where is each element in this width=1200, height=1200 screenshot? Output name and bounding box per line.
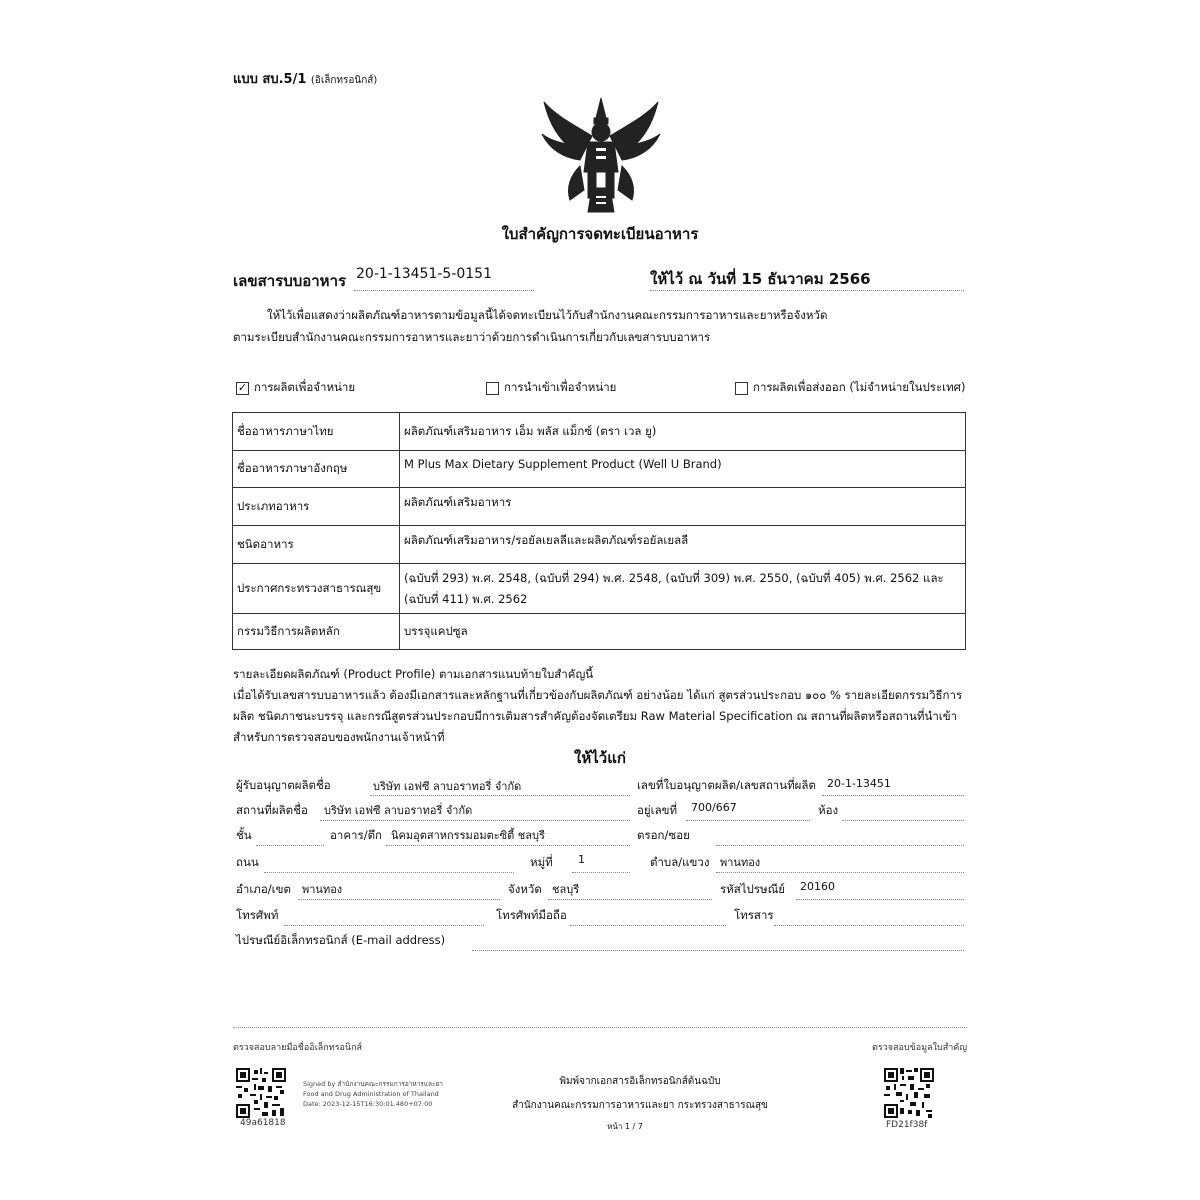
purpose-label-3: การผลิตเพื่อส่งออก (ไม่จำหน่ายในประเทศ) [753, 380, 966, 394]
address-no-label: อยู่เลขที่ [637, 803, 678, 817]
table-row [233, 564, 966, 614]
office-text: สำนักงานคณะกรรมการอาหารและยา กระทรวงสาธารณสุข [512, 1100, 768, 1111]
table-cell-label: ประกาศกระทรวงสาธารณสุข [233, 564, 400, 614]
room-underline [842, 820, 964, 821]
checkbox-checked-icon[interactable]: ✓ [237, 380, 248, 394]
certificate-qr-code-icon[interactable] [884, 1068, 934, 1118]
province-label: จังหวัด [508, 882, 542, 896]
email-underline [472, 950, 964, 951]
moo-underline [572, 872, 630, 873]
phone-underline [284, 925, 484, 926]
postcode-underline [796, 899, 964, 900]
purpose-option-2[interactable] [486, 379, 616, 397]
page-number: หน้า 1 / 7 [607, 1122, 643, 1131]
table-row [233, 526, 966, 564]
details-paragraph: เมื่อได้รับเลขสารบบอาหารแล้ว ต้องมีเอกสารและหลักฐานที่เกี่ยวข้องกับผลิตภัณฑ์ อย่างน้อย ได้แก่ สูตรส่วนประกอบ ๑๐๐ % รายละเอียดกรรมวิธีการผลิต ชนิดภาชนะบรรจุ และกรณีสูตรส่วนประกอบมีการเติมสารสำคัญต้องจัดเตรียม Raw Material Specification ณ สถานที่ผลิตหรือสถานที่นำเข้า สำหรับการตรวจสอบของพนักงานเจ้าหน้าที่ [233, 688, 963, 744]
building-value: นิคมอุตสาหกรรมอมตะซิตี้ ชลบุรี [391, 829, 545, 842]
purpose-label-1: การผลิตเพื่อจำหน่าย [254, 380, 356, 394]
table-cell-value: ผลิตภัณฑ์เสริมอาหาร เอ็ม พลัส แม็กซ์ (ตรา เวล ยู) [400, 413, 966, 451]
alley-label: ตรอก/ซอย [637, 828, 690, 842]
garuda-emblem-icon [536, 96, 666, 214]
table-row [233, 451, 966, 488]
address-no-underline [686, 820, 810, 821]
checkbox-unchecked-icon[interactable] [486, 382, 499, 395]
table-cell-label: ชื่ออาหารภาษาไทย [233, 413, 400, 451]
subdistrict-label: ตำบล/แขวง [650, 855, 710, 869]
mobile-underline [570, 925, 726, 926]
table-cell-value: ผลิตภัณฑ์เสริมอาหาร [400, 488, 966, 526]
district-value: พานทอง [302, 883, 343, 896]
form-code-sub: (อิเล็กทรอนิกส์) [310, 75, 378, 86]
table-cell-value: M Plus Max Dietary Supplement Product (Well U Brand) [400, 451, 966, 488]
document-title: ใบสำคัญการจดทะเบียนอาหาร [501, 225, 699, 243]
table-cell-value: ผลิตภัณฑ์เสริมอาหาร/รอยัลเยลลีและผลิตภัณฑ์รอยัลเยลลี [400, 526, 966, 564]
licensee-underline [370, 795, 630, 796]
signature-qr-code-text: 49a61818 [240, 1118, 286, 1128]
table-cell-label: กรรมวิธีการผลิตหลัก [233, 614, 400, 650]
mobile-label: โทรศัพท์มือถือ [496, 908, 567, 922]
product-details-text [233, 664, 968, 748]
province-value: ชลบุรี [552, 883, 580, 896]
fax-underline [774, 925, 964, 926]
intro-text [233, 304, 973, 348]
province-underline [548, 899, 712, 900]
room-label: ห้อง [818, 803, 839, 817]
issued-date: ให้ไว้ ณ วันที่ 15 ธันวาคม 2566 [650, 270, 871, 288]
form-code-main: แบบ สบ.5/1 [233, 72, 307, 87]
verify-certificate-label: ตรวจสอบข้อมูลใบสำคัญ [872, 1043, 967, 1053]
license-no-value: 20-1-13451 [827, 777, 891, 790]
alley-underline [716, 845, 964, 846]
postcode-label: รหัสไปรษณีย์ [720, 882, 786, 896]
food-info-table [232, 412, 966, 650]
moo-label: หมู่ที่ [530, 855, 553, 869]
floor-underline [256, 845, 324, 846]
checkbox-unchecked-icon[interactable] [735, 382, 748, 395]
intro-line-2: ตามระเบียบสำนักงานคณะกรรมการอาหารและยาว่าด้วยการดำเนินการเกี่ยวกับเลขสารบบอาหาร [233, 330, 711, 344]
site-underline [320, 820, 630, 821]
building-label: อาคาร/ตึก [330, 828, 382, 842]
license-no-label: เลขที่ใบอนุญาตผลิต/เลขสถานที่ผลิต [637, 778, 816, 792]
phone-label: โทรศัพท์ [236, 908, 279, 922]
building-underline [386, 845, 630, 846]
issued-underline [650, 290, 964, 291]
subdistrict-value: พานทอง [720, 856, 761, 869]
registration-underline [354, 290, 534, 291]
address-no-value: 700/667 [691, 801, 737, 814]
sign-date-text: Date: 2023-12-15T16:30:01.480+07:00 [303, 1100, 433, 1108]
table-cell-label: ชนิดอาหาร [233, 526, 400, 564]
license-no-underline [822, 795, 964, 796]
form-code [233, 68, 377, 89]
road-label: ถนน [236, 855, 259, 869]
verify-signature-label: ตรวจสอบลายมือชื่ออิเล็กทรอนิกส์ [233, 1043, 363, 1053]
district-underline [298, 899, 500, 900]
table-cell-label: ประเภทอาหาร [233, 488, 400, 526]
footer-divider [233, 1027, 967, 1028]
intro-line-1: ให้ไว้เพื่อแสดงว่าผลิตภัณฑ์อาหารตามข้อมูลนี้ได้จดทะเบียนไว้กับสำนักงานคณะกรรมการอาหารและยาหรือจังหวัด [267, 308, 828, 322]
issued-to-heading: ให้ไว้แก่ [574, 749, 626, 767]
table-row [233, 614, 966, 650]
table-cell-value: (ฉบับที่ 293) พ.ศ. 2548, (ฉบับที่ 294) พ.ศ. 2548, (ฉบับที่ 309) พ.ศ. 2550, (ฉบับที่ 405) พ.ศ. 2562 และ (ฉบับที่ 411) พ.ศ. 2562 [400, 564, 966, 614]
table-row [233, 488, 966, 526]
certificate-qr-code-text: FD21f38f [886, 1120, 928, 1130]
purpose-option-1[interactable] [236, 379, 355, 397]
site-value: บริษัท เอฟซี ลาบอราทอรี่ จำกัด [324, 804, 473, 817]
printed-from-text: พิมพ์จากเอกสารอิเล็กทรอนิกส์ต้นฉบับ [559, 1076, 721, 1087]
signed-by-text: Signed by สำนักงานคณะกรรมการอาหารและยา [303, 1080, 443, 1088]
email-label: ไปรษณีย์อิเล็กทรอนิกส์ (E-mail address) [236, 933, 446, 947]
road-underline [264, 872, 514, 873]
site-label: สถานที่ผลิตชื่อ [236, 803, 308, 817]
purpose-label-2: การนำเข้าเพื่อจำหน่าย [504, 380, 617, 394]
licensee-value: บริษัท เอฟซี ลาบอราทอรี่ จำกัด [373, 780, 522, 793]
fax-label: โทรสาร [734, 908, 774, 922]
district-label: อำเภอ/เขต [236, 882, 291, 896]
licensee-label: ผู้รับอนุญาตผลิตชื่อ [236, 778, 331, 792]
subdistrict-underline [716, 872, 964, 873]
table-cell-label: ชื่ออาหารภาษาอังกฤษ [233, 451, 400, 488]
details-line-1: รายละเอียดผลิตภัณฑ์ (Product Profile) ตามเอกสารแนบท้ายใบสำคัญนี้ [233, 667, 594, 681]
purpose-option-3[interactable] [735, 379, 965, 397]
moo-value: 1 [578, 853, 585, 866]
table-row [233, 413, 966, 451]
postcode-value: 20160 [800, 880, 835, 893]
registration-label: เลขสารบบอาหาร [233, 272, 347, 290]
table-cell-value: บรรจุแคปซูล [400, 614, 966, 650]
registration-number: 20-1-13451-5-0151 [356, 266, 493, 282]
signer-en-text: Food and Drug Administration of Thailand [303, 1090, 439, 1098]
floor-label: ชั้น [236, 828, 252, 842]
